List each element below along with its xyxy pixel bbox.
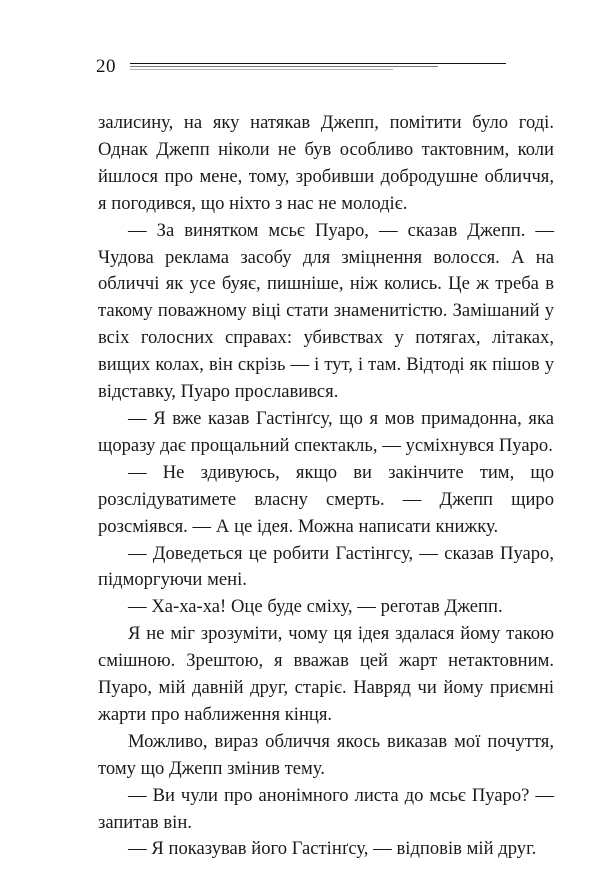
page-number: 20 [96,56,116,77]
header-rule-group [130,63,506,72]
rule-primary [130,63,506,64]
rule-tertiary [130,69,393,70]
paragraph-dialogue: — За винятком мсьє Пуаро, — сказав Джепп. — Чудова реклама засобу для зміцнення волосся. А на обличчі як усе буяє, пишніше, ніж колись. Це ж треба в такому поважному віці стати знаменитістю. Замішаний у всіх голосних справах: убивствах у потягах, літаках, вищих колах, він скрізь — і тут, і там. Відтоді як пішов у відставку, Пуаро прославився. [98,219,554,403]
running-head [96,56,506,88]
rule-secondary [130,66,438,67]
paragraph-narration: Можливо, вираз обличчя якось виказав мої почуття, тому що Джепп змінив тему. [98,730,554,779]
body-text [98,110,554,863]
paragraph-dialogue: — Я вже казав Гастінґсу, що я мов примадонна, яка щоразу дає прощальний спектакль, — усміхнувся Пуаро. [98,407,554,456]
paragraph-dialogue: — Не здивуюсь, якщо ви закінчите тим, що розслідуватимете власну смерть. — Джепп щиро розсміявся. — А це ідея. Можна написати книжку. [98,461,554,537]
paragraph-dialogue: — Ви чули про анонімного листа до мсьє Пуаро? — запитав він. [98,784,554,833]
paragraph-dialogue: — Я показував його Гастінґсу, — відповів мій друг. [128,838,537,860]
paragraph-narration: Я не міг зрозуміти, чому ця ідея здалася йому такою смішною. Зрештою, я вважав цей жарт нетактовним. Пуаро, мій давній друг, старіє. Навряд чи йому приємні жарти про наближення кінця. [98,623,554,725]
paragraph-dialogue: — Ха-ха-ха! Оце буде сміху, — реготав Джепп. [128,596,503,618]
paragraph-continuation: залисину, на яку натякав Джепп, помітити було годі. Однак Джепп ніколи не був особливо тактовним, коли йшлося про мене, тому, зробивши добродушне обличчя, я погодився, що ніхто з нас не молодіє. [98,112,554,214]
paragraph-dialogue: — Доведеться це робити Гастінгсу, — сказав Пуаро, підморгуючи мені. [98,542,554,591]
